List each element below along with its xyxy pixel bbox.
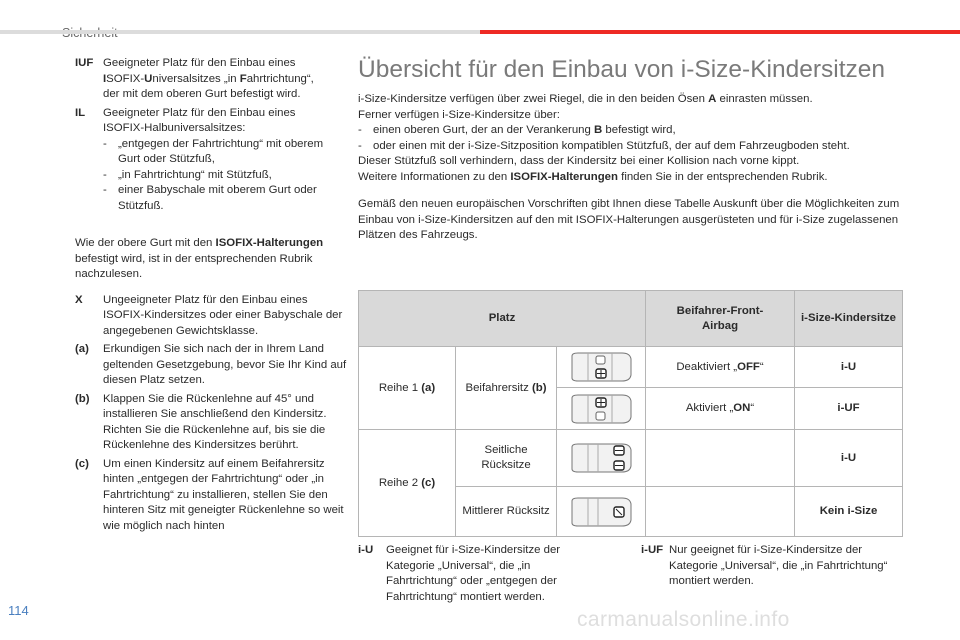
- page-title: Übersicht für den Einbau von i-Size-Kindersitzen: [358, 56, 886, 83]
- b-text1: Klappen Sie die Rückenlehne auf 45° und installieren Sie anschließend den Kindersitz.: [103, 392, 327, 420]
- watermark: carmanualsonline.info: [577, 608, 790, 631]
- code-c: (c): [75, 457, 89, 470]
- il-item: - „entgegen der Fahrtrichtung“ mit oberem Gurt oder Stützfuß,: [103, 137, 347, 168]
- entry-a: [75, 342, 347, 389]
- cell-airbag-off: Deaktiviert „OFF“: [646, 347, 795, 388]
- cell-value-iu: i-U: [795, 430, 903, 487]
- legend-iu-code: i-U: [358, 544, 374, 556]
- il-item: - einer Babyschale mit oberem Gurt oder Stützfuß.: [103, 183, 347, 214]
- legend-iuf-text: Nur geeignet für i-Size-Kindersitze der Kategorie „Universal“, die „in Fahrtrichtung“ montiert werden.: [669, 544, 888, 587]
- feature-item: - einen oberen Gurt, der an der Verankerung B befestigt wird,: [358, 123, 908, 139]
- car-front-seat-icon: [568, 393, 634, 425]
- cell-seitliche: Seitliche Rücksitze: [456, 430, 557, 487]
- car-rear-seats-icon: [568, 442, 634, 474]
- right-column: [358, 56, 908, 244]
- table-row: [359, 347, 903, 388]
- feature-item: - oder einen mit der i-Size-Sitzposition kompatiblen Stützfuß, der auf dem Fahrzeugboden steht.: [358, 139, 908, 155]
- iuf-line1: Geeigneter Platz für den Einbau eines: [103, 57, 296, 69]
- cell-value-kein: Kein i-Size: [795, 487, 903, 537]
- code-il: IL: [75, 106, 86, 119]
- cell-airbag-empty: [646, 430, 795, 487]
- code-iuf: IUF: [75, 57, 94, 69]
- legend-iuf-code: i-UF: [641, 544, 664, 556]
- page-number: 114: [8, 603, 29, 618]
- para-support-leg: Dieser Stützfuß soll verhindern, dass der Kindersitz bei einer Kollision nach vorne kippt.: [358, 155, 800, 167]
- col-header-platz: Platz: [359, 291, 646, 347]
- iuf-line3: der mit dem oberen Gurt befestigt wird.: [103, 88, 301, 100]
- c-text: Um einen Kindersitz auf einem Beifahrersitz hinten „entgegen der Fahrtrichtung“ oder „in Fahrtrichtung“ zu installieren, stellen Sie den hinteren Sitz mit geneigter Rückenlehne so weit wie möglich nach hinten: [103, 457, 344, 532]
- left-column: [75, 56, 347, 534]
- table-row: [359, 430, 903, 487]
- entry-b: [75, 392, 347, 454]
- cell-beifahrersitz: Beifahrersitz (b): [456, 347, 557, 430]
- entry-c: [75, 457, 347, 535]
- iuf-line2: ISOFIX-Universalsitzes „in Fahrtrichtung“,: [103, 72, 314, 85]
- car-center-seat-icon: [568, 496, 634, 528]
- x-text: Ungeeigneter Platz für den Einbau eines ISOFIX-Kindersitzes oder einer Babyschale der angegebenen Gewichtsklasse.: [103, 293, 343, 337]
- code-a: (a): [75, 343, 89, 355]
- table-header-row: [359, 291, 903, 347]
- il-line1: Geeigneter Platz für den Einbau eines: [103, 106, 296, 119]
- car-front-seat-icon: [568, 351, 634, 383]
- legend-iuf: [641, 543, 906, 590]
- cell-airbag-on: Aktiviert „ON“: [646, 388, 795, 430]
- top-tether-note: Wie der obere Gurt mit den ISOFIX-Halterungen befestigt wird, ist in der entsprechenden Rubrik nachzulesen.: [75, 237, 324, 280]
- cell-car-diagram: [557, 347, 646, 388]
- cell-reihe1: Reihe 1 (a): [359, 347, 456, 430]
- cell-value-iu: i-U: [795, 347, 903, 388]
- para-features: Ferner verfügen i-Size-Kindersitze über:: [358, 108, 560, 121]
- entry-iuf: [75, 56, 347, 103]
- isize-table: [358, 290, 903, 537]
- code-b: (b): [75, 392, 90, 405]
- cell-value-iuf: i-UF: [795, 388, 903, 430]
- entry-x: [75, 293, 347, 340]
- header-bar: [0, 30, 960, 34]
- il-line2: ISOFIX-Halbuniversalsitzes:: [103, 122, 246, 134]
- a-text: Erkundigen Sie sich nach der in Ihrem Land geltenden Gesetzgebung, bevor Sie Ihr Kind auf diesen Platz setzen.: [103, 343, 347, 386]
- code-x: X: [75, 293, 83, 306]
- legend-iu: [358, 543, 598, 605]
- cell-reihe2: Reihe 2 (c): [359, 430, 456, 537]
- b-text2: Richten Sie die Rückenlehne auf, bis sie die Rückenlehne des Kindersitzes berührt.: [103, 423, 326, 451]
- para-regulations: Gemäß den neuen europäischen Vorschriften gibt Ihnen diese Tabelle Auskunft über die Möglichkeiten zum Einbau von i-Size-Kindersitzen auf den mit ISOFIX-Halterungen ausgerüsteten und für i-Size zugelassenen Plätzen des Fahrzeugs.: [358, 198, 900, 241]
- entry-il: [75, 106, 347, 215]
- para-more-info: Weitere Informationen zu den ISOFIX-Halterungen finden Sie in der entsprechenden Rubrik.: [358, 170, 828, 183]
- il-item: - „in Fahrtrichtung“ mit Stützfuß,: [103, 168, 347, 184]
- cell-car-diagram: [557, 430, 646, 487]
- cell-car-diagram: [557, 388, 646, 430]
- legend-iu-text: Geeignet für i-Size-Kindersitze der Kategorie „Universal“, die „in Fahrtrichtung“ oder „entgegen der Fahrtrichtung“ montiert werden.: [386, 544, 561, 603]
- col-header-airbag: Beifahrer-Front-Airbag: [646, 291, 795, 347]
- cell-mittlerer: Mittlerer Rücksitz: [456, 487, 557, 537]
- para-latches: i-Size-Kindersitze verfügen über zwei Riegel, die in den beiden Ösen A einrasten müssen.: [358, 93, 813, 105]
- col-header-isize: i-Size-Kindersitze: [795, 291, 903, 347]
- cell-car-diagram: [557, 487, 646, 537]
- cell-airbag-empty: [646, 487, 795, 537]
